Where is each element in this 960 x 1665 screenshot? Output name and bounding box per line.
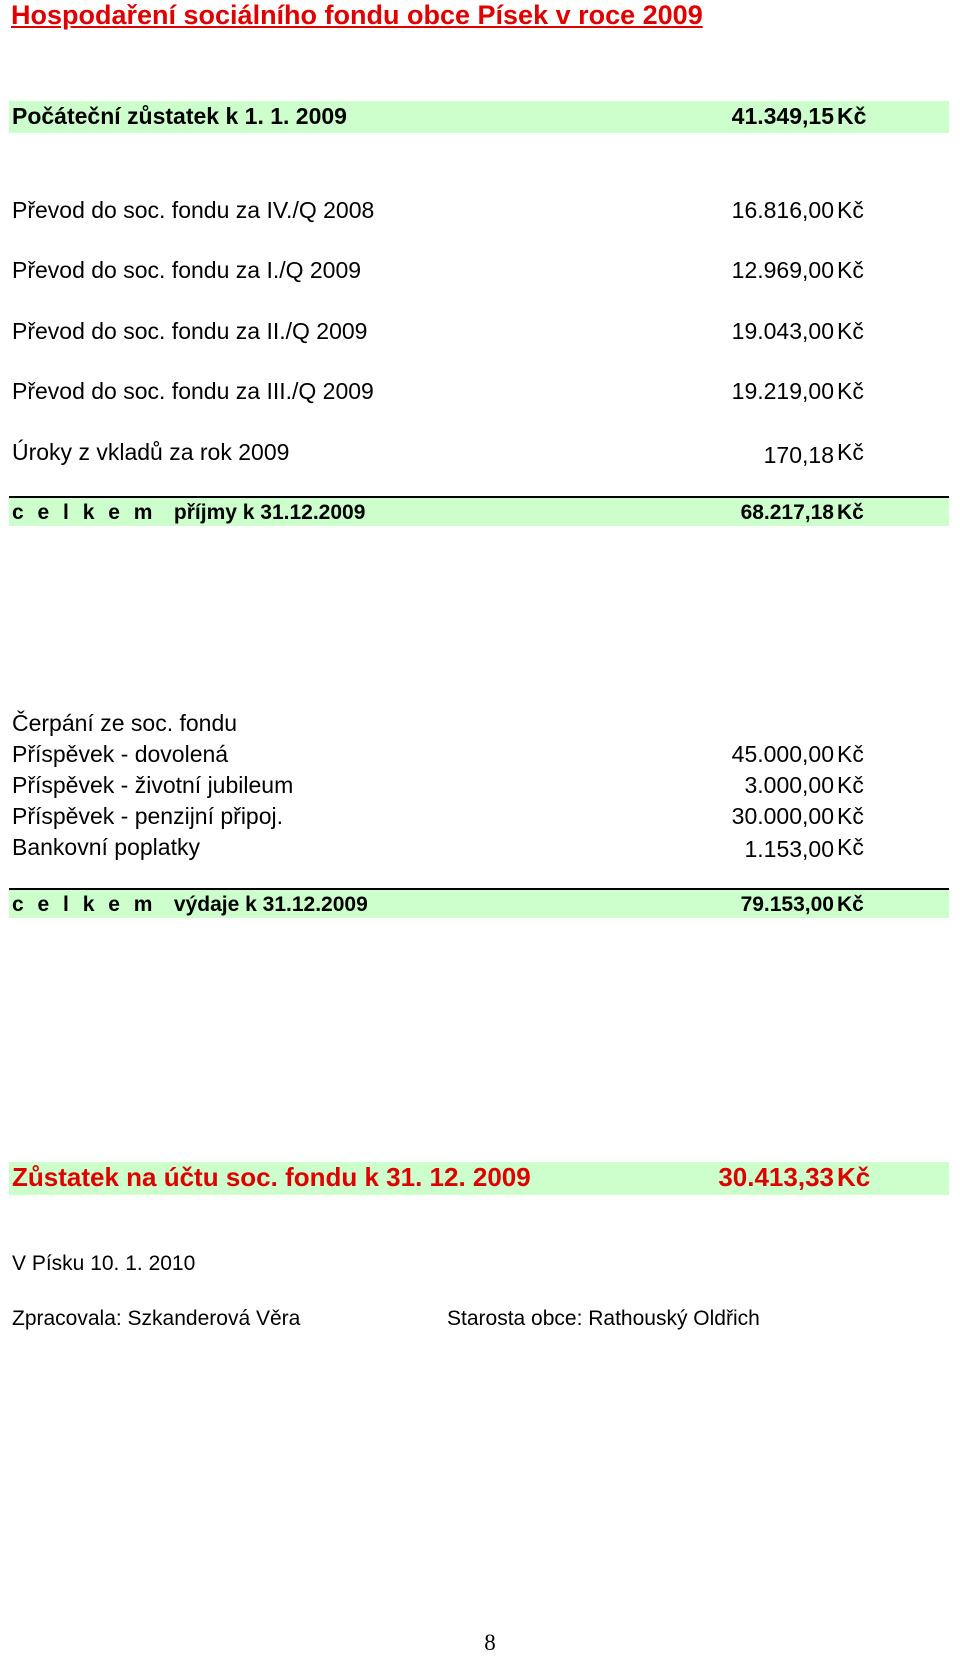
income-row-currency: Kč (837, 257, 864, 283)
expense-row-amount: 1.153,00 (744, 836, 834, 862)
mayor-signature-line: Starosta obce: Rathouský Oldřich (447, 1307, 760, 1330)
income-total-amount: 68.217,18 (740, 501, 834, 524)
income-row-currency: Kč (837, 318, 864, 344)
income-total-currency: Kč (837, 501, 864, 524)
opening-balance-currency: Kč (837, 103, 867, 129)
expenses-heading: Čerpání ze soc. fondu (12, 710, 238, 736)
income-row-label: Úroky z vkladů za rok 2009 (12, 439, 290, 465)
opening-balance-amount: 41.349,15 (731, 103, 834, 129)
income-row-currency: Kč (837, 197, 864, 223)
expense-row-amount: 45.000,00 (731, 741, 834, 767)
expense-row-currency: Kč (837, 803, 864, 829)
income-total-spaced: c e l k e m (12, 501, 157, 524)
income-row-currency: Kč (837, 439, 864, 465)
expense-row-currency: Kč (837, 772, 864, 798)
income-row-label: Převod do soc. fondu za I./Q 2009 (12, 257, 362, 283)
expenses-total-currency: Kč (837, 893, 864, 916)
income-row-label: Převod do soc. fondu za III./Q 2009 (12, 378, 374, 404)
closing-balance-currency: Kč (837, 1162, 871, 1192)
income-row-amount: 19.219,00 (731, 378, 834, 404)
expense-row-label: Příspěvek - životní jubileum (12, 772, 294, 798)
income-row-amount: 170,18 (763, 442, 834, 468)
expenses-total-text: výdaje k 31.12.2009 (173, 893, 368, 916)
expense-row-label: Příspěvek - penzijní připoj. (12, 803, 284, 829)
expense-row-amount: 30.000,00 (731, 803, 834, 829)
income-row-label: Převod do soc. fondu za II./Q 2009 (12, 318, 368, 344)
income-row-label: Převod do soc. fondu za IV./Q 2008 (12, 197, 375, 223)
closing-balance-amount: 30.413,33 (718, 1162, 834, 1192)
expense-row-currency: Kč (837, 741, 864, 767)
expense-row-currency: Kč (837, 834, 864, 860)
expenses-total-label (12, 893, 368, 917)
page-number: 8 (484, 1630, 496, 1655)
expense-row-label: Bankovní poplatky (12, 834, 200, 860)
income-row-amount: 12.969,00 (731, 257, 834, 283)
income-row-currency: Kč (837, 378, 864, 404)
income-total-label (12, 501, 365, 525)
document-title: Hospodaření sociálního fondu obce Písek v roce 2009 (11, 0, 703, 30)
closing-balance-label: Zůstatek na účtu soc. fondu k 31. 12. 2009 (12, 1162, 531, 1192)
income-row-amount: 19.043,00 (731, 318, 834, 344)
income-total-text: příjmy k 31.12.2009 (173, 501, 366, 524)
expenses-total-spaced: c e l k e m (12, 893, 157, 916)
opening-balance-label: Počáteční zůstatek k 1. 1. 2009 (12, 103, 347, 129)
expense-row-amount: 3.000,00 (744, 772, 834, 798)
prepared-by: Zpracovala: Szkanderová Věra (12, 1307, 301, 1330)
expense-row-label: Příspěvek - dovolená (12, 741, 229, 767)
income-row-amount: 16.816,00 (731, 197, 834, 223)
expenses-total-amount: 79.153,00 (740, 893, 834, 916)
place-date: V Písku 10. 1. 2010 (12, 1252, 196, 1275)
